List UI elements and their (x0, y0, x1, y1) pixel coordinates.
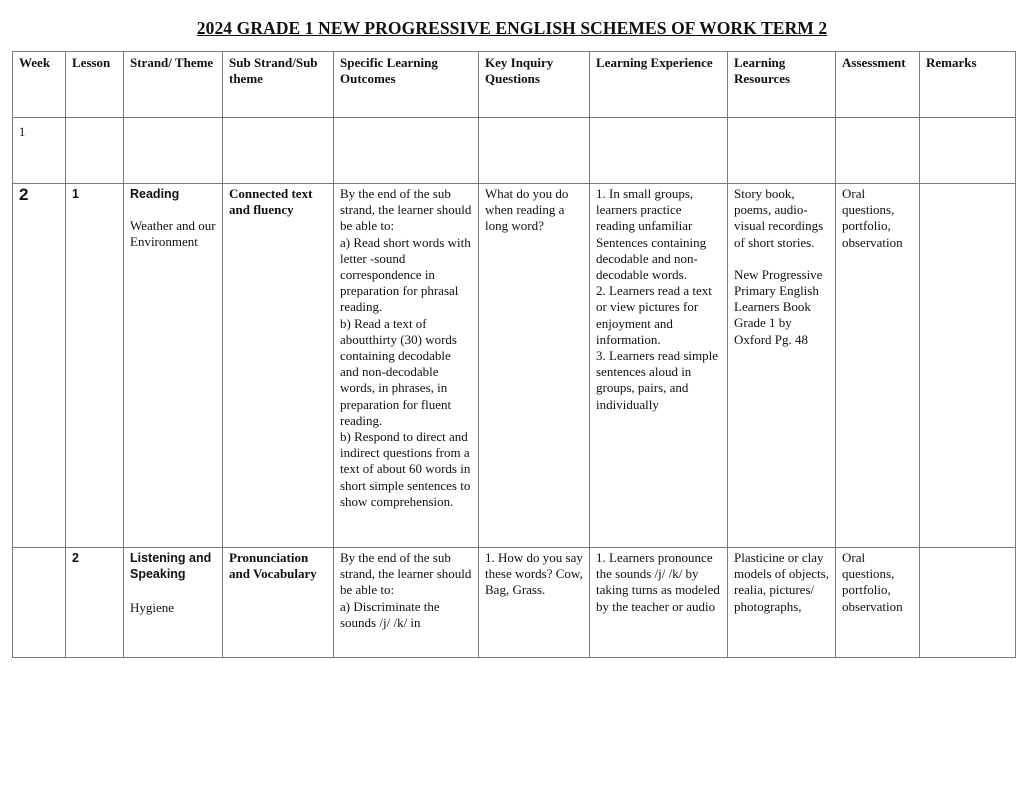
strand-cell (124, 184, 223, 548)
scheme-of-work-table (12, 51, 1016, 658)
table-row (13, 184, 1016, 548)
text-line: b) Read a text of aboutthirty (30) words containing decodable and non-decodable words, in phrases, in preparation for fluent reading. (340, 315, 457, 428)
resources-text: Story book, poems, audio-visual recordings of short stories. (734, 186, 824, 250)
assessment-cell: Oral questions, portfolio, observation (836, 548, 920, 658)
lesson-number: 2 (72, 551, 79, 565)
lesson-cell (66, 184, 124, 548)
resources-cell (728, 184, 836, 548)
week-number: 1 (19, 125, 26, 139)
header-strand: Strand/ Theme (124, 52, 223, 118)
sub-strand-cell: Pronunciation and Vocabulary (223, 548, 334, 658)
header-questions: Key Inquiry Questions (479, 52, 590, 118)
text-line: 3. Learners read simple sentences aloud in groups, pairs, and individually (596, 348, 719, 412)
text-line: b) Respond to direct and indirect questions from a text of about 60 words in short simple sentences to show comprehension. (340, 429, 471, 509)
week-cell (13, 118, 66, 184)
lesson-cell (66, 548, 124, 658)
outcomes-cell (334, 184, 479, 548)
outcomes-cell (334, 548, 479, 658)
remarks-cell (920, 184, 1016, 548)
text-line: 2. Learners read a text or view pictures for enjoyment and information. (596, 283, 712, 347)
sub-strand-cell (223, 118, 334, 184)
week-cell (13, 184, 66, 548)
theme-label: Weather and our Environment (130, 218, 216, 250)
text-line: By the end of the sub strand, the learner should be able to: (340, 186, 472, 234)
resources-cell: Plasticine or clay models of objects, realia, pictures/ photographs, (728, 548, 836, 658)
strand-cell (124, 548, 223, 658)
lesson-number: 1 (72, 187, 79, 201)
outcomes-cell (334, 118, 479, 184)
questions-cell: What do you do when reading a long word? (479, 184, 590, 548)
remarks-cell (920, 548, 1016, 658)
header-week: Week (13, 52, 66, 118)
resources-book: New Progressive Primary English Learners Book Grade 1 by Oxford Pg. 48 (734, 266, 823, 347)
week-number: 2 (19, 185, 29, 204)
experience-cell (590, 118, 728, 184)
header-sub-strand: Sub Strand/Sub theme (223, 52, 334, 118)
experience-cell (590, 184, 728, 548)
assessment-cell: Oral questions, portfolio, observation (836, 184, 920, 548)
week-cell (13, 548, 66, 658)
sub-strand-cell: Connected text and fluency (223, 184, 334, 548)
strand-label: Listening and Speaking (130, 551, 212, 582)
header-lesson: Lesson (66, 52, 124, 118)
header-remarks: Remarks (920, 52, 1016, 118)
experience-cell: 1. Learners pronounce the sounds /j/ /k/ by taking turns as modeled by the teacher or audio (590, 548, 728, 658)
table-row (13, 548, 1016, 658)
table-row (13, 118, 1016, 184)
questions-cell (479, 118, 590, 184)
header-experience: Learning Experience (590, 52, 728, 118)
questions-cell: 1. How do you say these words? Cow, Bag, Grass. (479, 548, 590, 658)
assessment-cell (836, 118, 920, 184)
resources-cell (728, 118, 836, 184)
text-line: By the end of the sub strand, the learner should be able to: (340, 550, 472, 598)
text-line: a) Discriminate the sounds /j/ /k/ in (340, 598, 440, 630)
header-assessment: Assessment (836, 52, 920, 118)
strand-cell (124, 118, 223, 184)
header-outcomes: Specific Learning Outcomes (334, 52, 479, 118)
document-title: 2024 GRADE 1 NEW PROGRESSIVE ENGLISH SCHEMES OF WORK TERM 2 (196, 18, 828, 38)
remarks-cell (920, 118, 1016, 184)
header-resources: Learning Resources (728, 52, 836, 118)
header-row (13, 52, 1016, 118)
theme-label: Hygiene (130, 600, 175, 616)
strand-label: Reading (130, 187, 180, 201)
text-line: 1. In small groups, learners practice reading unfamiliar Sentences containing decodable and non-decodable words. (596, 186, 707, 283)
text-line: a) Read short words with letter -sound correspondence in preparation for phrasal reading. (340, 234, 471, 315)
lesson-cell (66, 118, 124, 184)
